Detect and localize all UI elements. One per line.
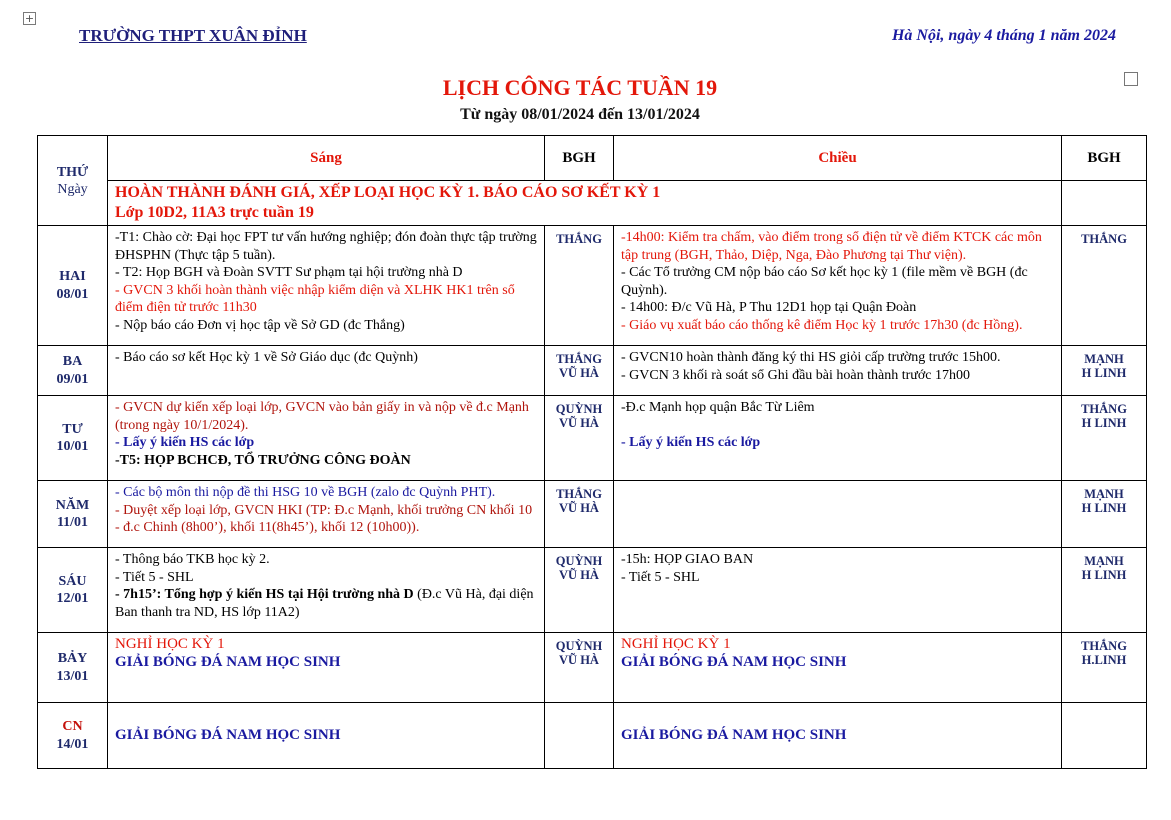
afternoon-item: - GVCN 3 khối rà soát sổ Ghi đầu bài hoàn thành trước 17h00 [621, 367, 970, 383]
bgh-name: THẮNG [556, 232, 602, 246]
header-chieu: Chiều [614, 136, 1062, 181]
bgh-name: MẠNH [1084, 554, 1124, 568]
afternoon-item: - Giáo vụ xuất báo cáo thống kê điểm Học kỳ 1 trước 17h30 (đc Hồng). [621, 317, 1023, 333]
bgh-name: THẮNG [1081, 639, 1127, 653]
resize-checkbox[interactable] [1124, 72, 1138, 86]
day-cell [38, 703, 108, 769]
bgh-afternoon-cell [1062, 346, 1147, 396]
afternoon-cell [614, 481, 1062, 548]
header-thu: THỨ [56, 164, 89, 180]
day-cell [38, 633, 108, 703]
table-row [38, 226, 1147, 346]
day-cell [38, 346, 108, 396]
bgh-name: H LINH [1081, 568, 1127, 582]
bgh-name: THẮNG [556, 487, 602, 501]
day-name: SÁU [58, 573, 87, 589]
morning-cell [108, 633, 545, 703]
morning-item: NGHỈ HỌC KỲ 1 [115, 636, 225, 652]
day-date: 12/01 [56, 591, 89, 606]
school-name: TRƯỜNG THPT XUÂN ĐỈNH [79, 26, 307, 45]
morning-item: - Nộp báo cáo Đơn vị học tập về Sở GD (đc Thắng) [115, 317, 405, 333]
afternoon-cell [614, 703, 1062, 769]
banner-line-2: Lớp 10D2, 11A3 trực tuần 19 [115, 204, 314, 221]
afternoon-item: - Lấy ý kiến HS các lớp [621, 434, 761, 450]
morning-item-mixed [115, 586, 537, 621]
day-cell [38, 481, 108, 548]
bgh-name: H LINH [1081, 366, 1127, 380]
bgh-morning-cell [545, 346, 614, 396]
day-date: 14/01 [56, 736, 89, 752]
day-date: 10/01 [56, 439, 89, 454]
table-row [38, 346, 1147, 396]
morning-item: - Các bộ môn thi nộp đề thi HSG 10 về BGH (zalo đc Quỳnh PHT). [115, 485, 496, 500]
afternoon-item: -14h00: Kiểm tra chấm, vào điểm trong sổ điện tử về điểm KTCK các môn tập trung (BGH, Thảo, Diệp, Nga, Đào Phương tại Thư viện). [621, 230, 1042, 263]
bgh-morning-cell [545, 548, 614, 633]
bgh-afternoon-cell [1062, 396, 1147, 481]
morning-cell [108, 226, 545, 346]
morning-cell [108, 346, 545, 396]
bgh-morning-cell [545, 226, 614, 346]
afternoon-item: NGHỈ HỌC KỲ 1 [621, 636, 731, 652]
morning-item: - Tiết 5 - SHL [115, 569, 194, 585]
afternoon-item: GIẢI BÓNG ĐÁ NAM HỌC SINH [621, 727, 847, 744]
bgh-name: VŨ HÀ [559, 568, 599, 582]
bgh-name: MẠNH [1084, 487, 1124, 501]
morning-item: - Thông báo TKB học kỳ 2. [115, 552, 270, 567]
day-name: HAI [59, 269, 86, 284]
banner-empty-cell [1062, 181, 1147, 226]
morning-cell [108, 548, 545, 633]
afternoon-cell [614, 633, 1062, 703]
day-cell [38, 226, 108, 346]
bgh-name: MẠNH [1084, 352, 1124, 366]
afternoon-item: - 14h00: Đ/c Vũ Hà, P Thu 12D1 họp tại Quận Đoàn [621, 300, 917, 315]
table-row [38, 633, 1147, 703]
bgh-name: H LINH [1081, 501, 1127, 515]
morning-item: - GVCN dự kiến xếp loại lớp, GVCN vào bản giấy in và nộp về đ.c Mạnh (trong ngày 10/1/2024). [115, 400, 529, 433]
day-date: 08/01 [56, 286, 89, 302]
afternoon-cell [614, 396, 1062, 481]
bgh-morning-cell [545, 633, 614, 703]
bgh-morning-cell [545, 481, 614, 548]
bgh-name: VŨ HÀ [559, 653, 599, 667]
day-date: 09/01 [56, 371, 89, 387]
morning-cell [108, 396, 545, 481]
morning-item: - T2: Họp BGH và Đoàn SVTT Sư phạm tại hội trường nhà D [115, 265, 463, 280]
morning-item: - GVCN 3 khối hoàn thành việc nhập kiểm diện và XLHK HK1 trên sổ điểm điện tử trước 11h30 [115, 282, 515, 315]
bgh-name: QUỲNH [555, 402, 603, 416]
morning-item: - Duyệt xếp loại lớp, GVCN HKI (TP: Đ.c Mạnh, khối trưởng CN khối 10 - đ.c Chinh (8h00’), khối 11(8h45’), khối 12 (10h00)). [115, 502, 533, 535]
morning-item: GIẢI BÓNG ĐÁ NAM HỌC SINH [115, 727, 341, 744]
table-row [38, 548, 1147, 633]
bgh-name: QUỲNH [555, 639, 603, 653]
table-row [38, 396, 1147, 481]
morning-item: GIẢI BÓNG ĐÁ NAM HỌC SINH [115, 653, 341, 670]
morning-cell [108, 481, 545, 548]
banner-line-1: HOÀN THÀNH ĐÁNH GIÁ, XẾP LOẠI HỌC KỲ 1. BÁO CÁO SƠ KẾT KỲ 1 [115, 184, 661, 201]
day-cell [38, 548, 108, 633]
date-line: Hà Nội, ngày 4 tháng 1 năm 2024 [891, 27, 1116, 44]
header-ngay: Ngày [57, 182, 88, 197]
bgh-afternoon-cell [1062, 633, 1147, 703]
table-header-row [38, 136, 1147, 181]
morning-item-rest: (Đ.c Vũ Hà, đại diện Ban thanh tra ND, HS lớp 11A2) [115, 587, 534, 620]
page-title: LỊCH CÔNG TÁC TUẦN 19 [442, 75, 718, 100]
bgh-name: VŨ HÀ [559, 416, 599, 430]
afternoon-item: - GVCN10 hoàn thành đăng ký thi HS giỏi cấp trường trước 15h00. [621, 350, 1001, 365]
day-name: NĂM [55, 497, 90, 513]
header-day-cell [38, 136, 108, 226]
bgh-name: QUỲNH [555, 554, 603, 568]
banner-row [38, 181, 1147, 226]
header-bgh-2: BGH [1062, 136, 1147, 181]
banner-cell [108, 181, 1062, 226]
spacer [621, 417, 1054, 434]
schedule-table [37, 135, 1147, 769]
day-date: 13/01 [56, 668, 89, 684]
morning-item: -T1: Chào cờ: Đại học FPT tư vấn hướng nghiệp; đón đoàn thực tập trường ĐHSPHN (Thực tập 5 tuần). [115, 230, 537, 263]
afternoon-item: - Các Tổ trưởng CM nộp báo cáo Sơ kết học kỳ 1 (file mềm về BGH (đc Quỳnh). [621, 265, 1028, 298]
afternoon-item: -15h: HỌP GIAO BAN [621, 552, 754, 567]
table-move-handle[interactable]: + [24, 12, 35, 25]
bgh-name: H.LINH [1081, 653, 1127, 667]
table-row [38, 703, 1147, 769]
bgh-afternoon-cell [1062, 703, 1147, 769]
bgh-morning-cell [545, 703, 614, 769]
morning-cell [108, 703, 545, 769]
bgh-name: VŨ HÀ [559, 501, 599, 515]
day-name: TƯ [62, 421, 83, 437]
bgh-name: THẮNG [556, 352, 602, 366]
bgh-name: THẮNG [1081, 402, 1127, 416]
bgh-afternoon-cell [1062, 226, 1147, 346]
afternoon-cell [614, 346, 1062, 396]
day-date: 11/01 [56, 515, 89, 530]
bgh-afternoon-cell [1062, 481, 1147, 548]
day-name: BA [62, 354, 83, 369]
afternoon-item: - Tiết 5 - SHL [621, 569, 700, 585]
day-cell [38, 396, 108, 481]
bgh-name: THẮNG [1081, 232, 1127, 246]
morning-item-bold: - 7h15’: Tổng hợp ý kiến HS tại Hội trường nhà D [115, 587, 414, 602]
page-subtitle: Từ ngày 08/01/2024 đến 13/01/2024 [460, 106, 700, 123]
afternoon-cell [614, 226, 1062, 346]
bgh-name: VŨ HÀ [559, 366, 599, 380]
afternoon-item: -Đ.c Mạnh họp quận Bắc Từ Liêm [621, 400, 815, 415]
bgh-name: H LINH [1081, 416, 1127, 430]
day-name: BẢY [57, 651, 88, 666]
morning-item: -T5: HỌP BCHCĐ, TỔ TRƯỞNG CÔNG ĐOÀN [115, 452, 411, 468]
day-name: CN [62, 719, 83, 734]
bgh-morning-cell [545, 396, 614, 481]
afternoon-cell [614, 548, 1062, 633]
table-row [38, 481, 1147, 548]
afternoon-item: GIẢI BÓNG ĐÁ NAM HỌC SINH [621, 653, 847, 670]
header-bgh-1: BGH [545, 136, 614, 181]
morning-item: - Lấy ý kiến HS các lớp [115, 435, 255, 450]
morning-item: - Báo cáo sơ kết Học kỳ 1 về Sở Giáo dục (đc Quỳnh) [115, 350, 418, 365]
bgh-afternoon-cell [1062, 548, 1147, 633]
header-sang: Sáng [108, 136, 545, 181]
